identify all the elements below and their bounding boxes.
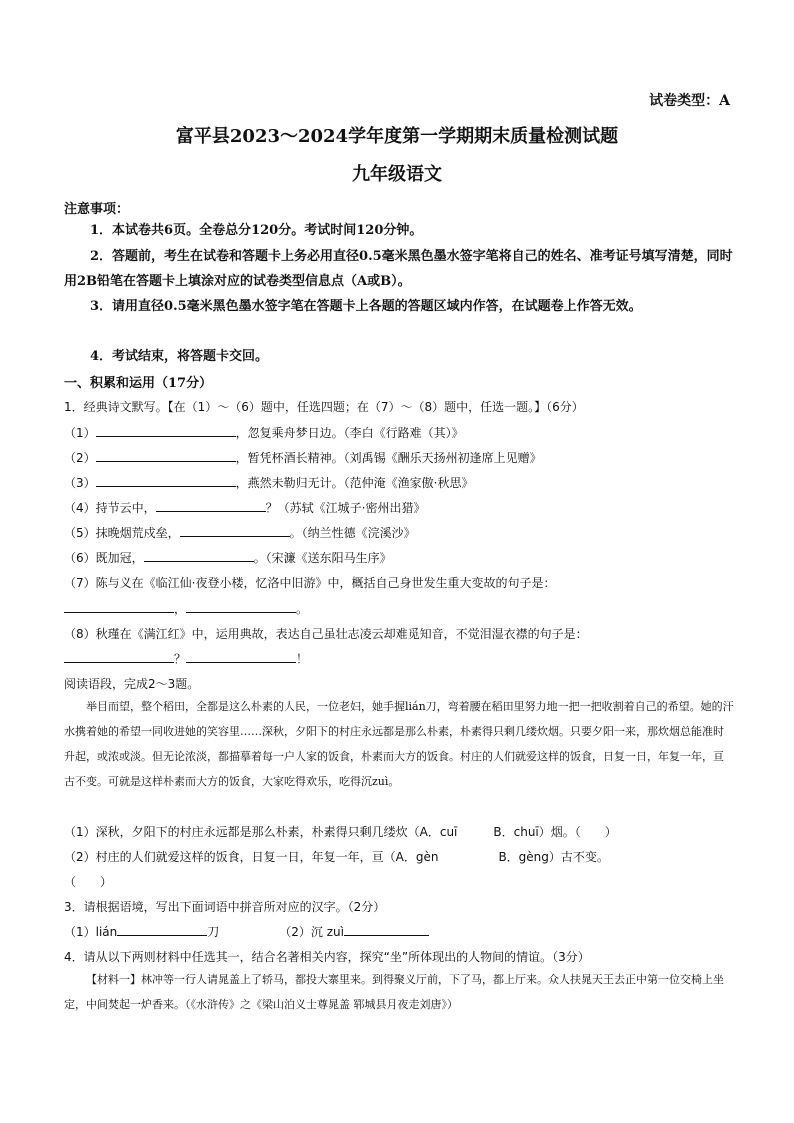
question-2-b: （2）村庄的人们就爱这样的饭食，日复一日，年复一年，亘（A．gèn B．gèng）古不变。 xyxy=(64,850,609,864)
notice-item-1: 1．本试卷共6页。全卷总分120分。考试时间120分钟。 xyxy=(90,223,423,238)
q1-line-4: （4）持节云中， ？（苏轼《江城子·密州出猎》 xyxy=(64,501,426,515)
exam-subtitle: 九年级语文 xyxy=(352,164,442,185)
answer-blank[interactable] xyxy=(144,549,254,562)
answer-blank[interactable] xyxy=(344,923,429,936)
answer-blank[interactable] xyxy=(96,449,236,462)
answer-blank[interactable] xyxy=(180,524,290,537)
notice-item-4: 4．考试结束，将答题卡交回。 xyxy=(90,349,269,364)
answer-blank[interactable] xyxy=(186,600,296,613)
question-3-answers: （1）lián 刀 （2）沉 zuì xyxy=(64,923,429,940)
q1-line-2: （2） ，暂凭杯酒长精神。（刘禹锡《酬乐天扬州初逢席上见赠》 xyxy=(64,451,542,465)
exam-title: 富平县2023～2024学年度第一学期期末质量检测试题 xyxy=(175,126,619,147)
q1-line-6: （6）既加冠， 。（宋濂《送东阳马生序》 xyxy=(64,551,392,565)
question-3-stem: 3．请根据语境，写出下面词语中拼音所对应的汉字。（2分） xyxy=(64,900,386,914)
q1-line-1: （1） ，忽复乘舟梦日边。（李白《行路难（其）》 xyxy=(64,426,464,440)
q1-item-8-answer: ？ ！ xyxy=(64,650,308,667)
answer-blank[interactable] xyxy=(156,499,266,512)
q1-item-7: （7）陈与义在《临江仙·夜登小楼，忆洛中旧游》中，概括自己身世发生重大变故的句子是： xyxy=(64,576,556,590)
answer-blank[interactable] xyxy=(64,600,174,613)
reading-passage: 举目而望，整个稻田，全都是这么朴素的人民，一位老妇，她手握lián刀，弯着腰在稻田里努力地一把一把收割着自己的希望。她的汗水携着她的希望一同收进她的笑容里……深秋，夕阳下的村庄永远都是那么朴素，朴素得只剩几缕炊烟。只要夕阳一来，那炊烟总能准时升起，或浓或淡。但无论浓淡，都描摹着每一户人家的饭食，朴素而大方的饭食。村庄的人们就爱这样的饭食，日复一日，年复一年，亘古不变。可就是这样朴素而大方的饭食，大家吃得欢乐，吃得沉zuì。 xyxy=(64,700,734,788)
answer-blank[interactable] xyxy=(96,474,236,487)
question-4-material: 【材料一】林冲等一行人请晁盖上了轿马，都投大寨里来。到得聚义厅前，下了马，都上厅来。众人扶晁天王去正中第一位交椅上坐定，中间焚起一炉香来。（《水浒传》之《梁山泊义士尊晁盖 郓城县月夜走刘唐》） xyxy=(64,973,724,1011)
answer-blank[interactable] xyxy=(117,923,207,936)
q1-item-8: （8）秋瑾在《满江红》中，运用典故，表达自己虽壮志凌云却难觅知音，不觉泪湿衣襟的句子是： xyxy=(64,627,588,641)
question-2-b-answer: （ ） xyxy=(64,875,113,889)
answer-blank[interactable] xyxy=(64,650,174,663)
answer-blank[interactable] xyxy=(186,650,296,663)
q1-item-7-answer: ， 。 xyxy=(64,600,308,617)
question-4-stem: 4．请从以下两则材料中任选其一，结合名著相关内容，探究“坐”所体现出的人物间的情谊。（3分） xyxy=(64,950,590,964)
question-1-stem: 1．经典诗文默写。【在（1）～（6）题中，任选四题；在（7）～（8）题中，任选一题。】（6分） xyxy=(64,400,584,414)
question-2-a: （1）深秋，夕阳下的村庄永远都是那么朴素，朴素得只剩几缕炊（A．cuī B．chuī）烟。（ ） xyxy=(64,825,617,839)
section-heading: 一、积累和运用（17分） xyxy=(64,376,213,391)
notice-item-3: 3．请用直径0.5毫米黑色墨水签字笔在答题卡上各题的答题区域内作答，在试题卷上作答无效。 xyxy=(90,299,642,314)
notice-item-2: 2．答题前，考生在试卷和答题卡上务必用直径0.5毫米黑色墨水签字笔将自己的姓名、准考证号填写清楚，同时用2B铅笔在答题卡上填涂对应的试卷类型信息点（A或B）。 xyxy=(64,249,733,289)
notice-heading: 注意事项： xyxy=(64,202,130,217)
q1-line-3: （3） ，燕然未勒归无计。（范仲淹《渔家傲·秋思》 xyxy=(64,476,474,490)
paper-type-label: 试卷类型：A xyxy=(649,93,730,109)
answer-blank[interactable] xyxy=(96,424,236,437)
reading-intro: 阅读语段，完成2～3题。 xyxy=(64,677,200,691)
q1-line-5: （5）抹晚烟荒戍垒， 。（纳兰性德《浣溪沙》 xyxy=(64,526,416,540)
